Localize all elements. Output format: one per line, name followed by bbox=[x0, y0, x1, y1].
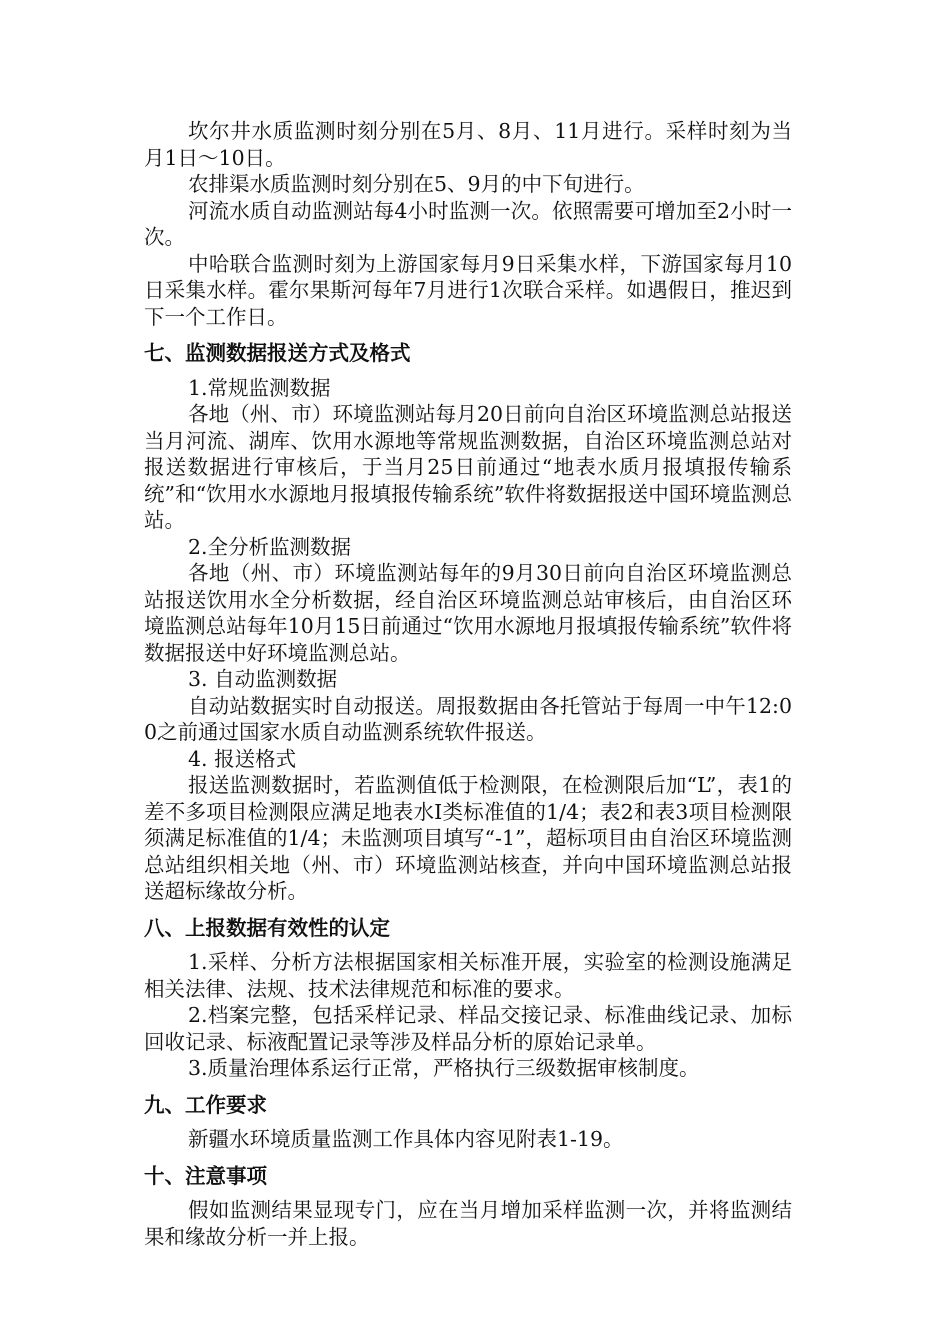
subsection-body-automatic: 自动站数据实时自动报送。周报数据由各托管站于每周一中午12:00之前通过国家水质自动监测系统软件报送。 bbox=[144, 693, 792, 744]
subsection-title-automatic: 3. 自动监测数据 bbox=[188, 667, 338, 691]
intro-paragraph-drainage: 农排渠水质监测时刻分别在5、9月的中下旬进行。 bbox=[188, 172, 645, 196]
validity-item-3: 3.质量治理体系运行正常，严格执行三级数据审核制度。 bbox=[188, 1056, 700, 1080]
section-heading-7: 七、监测数据报送方式及格式 bbox=[144, 341, 411, 365]
subsection-body-routine: 各地（州、市）环境监测站每月20日前向自治区环境监测总站报送当月河流、湖库、饮用水源地等常规监测数据，自治区环境监测总站对报送数据进行审核后，于当月25日前通过“地表水质月报填报传输系统”和“饮用水水源地月报填报传输系统”软件将数据报送中国环境监测总站。 bbox=[144, 402, 792, 532]
intro-paragraph-karez: 坎尔井水质监测时刻分别在5月、8月、11月进行。采样时刻为当月1日～10日。 bbox=[144, 119, 792, 170]
section-heading-9: 九、工作要求 bbox=[144, 1092, 267, 1117]
subsection-title-routine: 1.常规监测数据 bbox=[188, 375, 331, 400]
work-requirements-body: 新疆水环境质量监测工作具体内容见附表1-19。 bbox=[188, 1127, 624, 1151]
validity-item-1: 1.采样、分析方法根据国家相关标准开展，实验室的检测设施满足相关法律、法规、技术法律规范和标准的要求。 bbox=[144, 950, 792, 1001]
section-heading-8: 八、上报数据有效性的认定 bbox=[144, 915, 390, 940]
subsection-title-full-analysis: 2.全分析监测数据 bbox=[188, 534, 352, 559]
subsection-title-format: 4. 报送格式 bbox=[188, 746, 297, 771]
validity-item-2: 2.档案完整，包括采样记录、样品交接记录、标准曲线记录、加标回收记录、标液配置记录等涉及样品分析的原始记录单。 bbox=[144, 1003, 792, 1054]
document-body bbox=[144, 118, 792, 1250]
intro-paragraph-auto-station: 河流水质自动监测站每4小时监测一次。依照需要可增加至2小时一次。 bbox=[144, 198, 792, 249]
notes-body: 假如监测结果显现专门，应在当月增加采样监测一次，并将监测结果和缘故分析一并上报。 bbox=[144, 1198, 792, 1249]
subsection-body-full-analysis: 各地（州、市）环境监测站每年的9月30日前向自治区环境监测总站报送饮用水全分析数据，经自治区环境监测总站审核后，由自治区环境监测总站每年10月15日前通过“饮用水源地月报填报传输系统”软件将数据报送中好环境监测总站。 bbox=[144, 561, 792, 665]
section-heading-10: 十、注意事项 bbox=[144, 1163, 267, 1188]
subsection-body-format: 报送监测数据时，若监测值低于检测限，在检测限后加“L”，表1的差不多项目检测限应满足地表水Ⅰ类标准值的1/4；表2和表3项目检测限须满足标准值的1/4；未监测项目填写“-1”，超标项目由自治区环境监测总站组织相关地（州、市）环境监测站核查，并向中国环境监测总站报送超标缘故分析。 bbox=[144, 773, 792, 903]
intro-paragraph-joint-monitoring: 中哈联合监测时刻为上游国家每月9日采集水样，下游国家每月10日采集水样。霍尔果斯河每年7月进行1次联合采样。如遇假日，推迟到下一个工作日。 bbox=[144, 251, 792, 329]
